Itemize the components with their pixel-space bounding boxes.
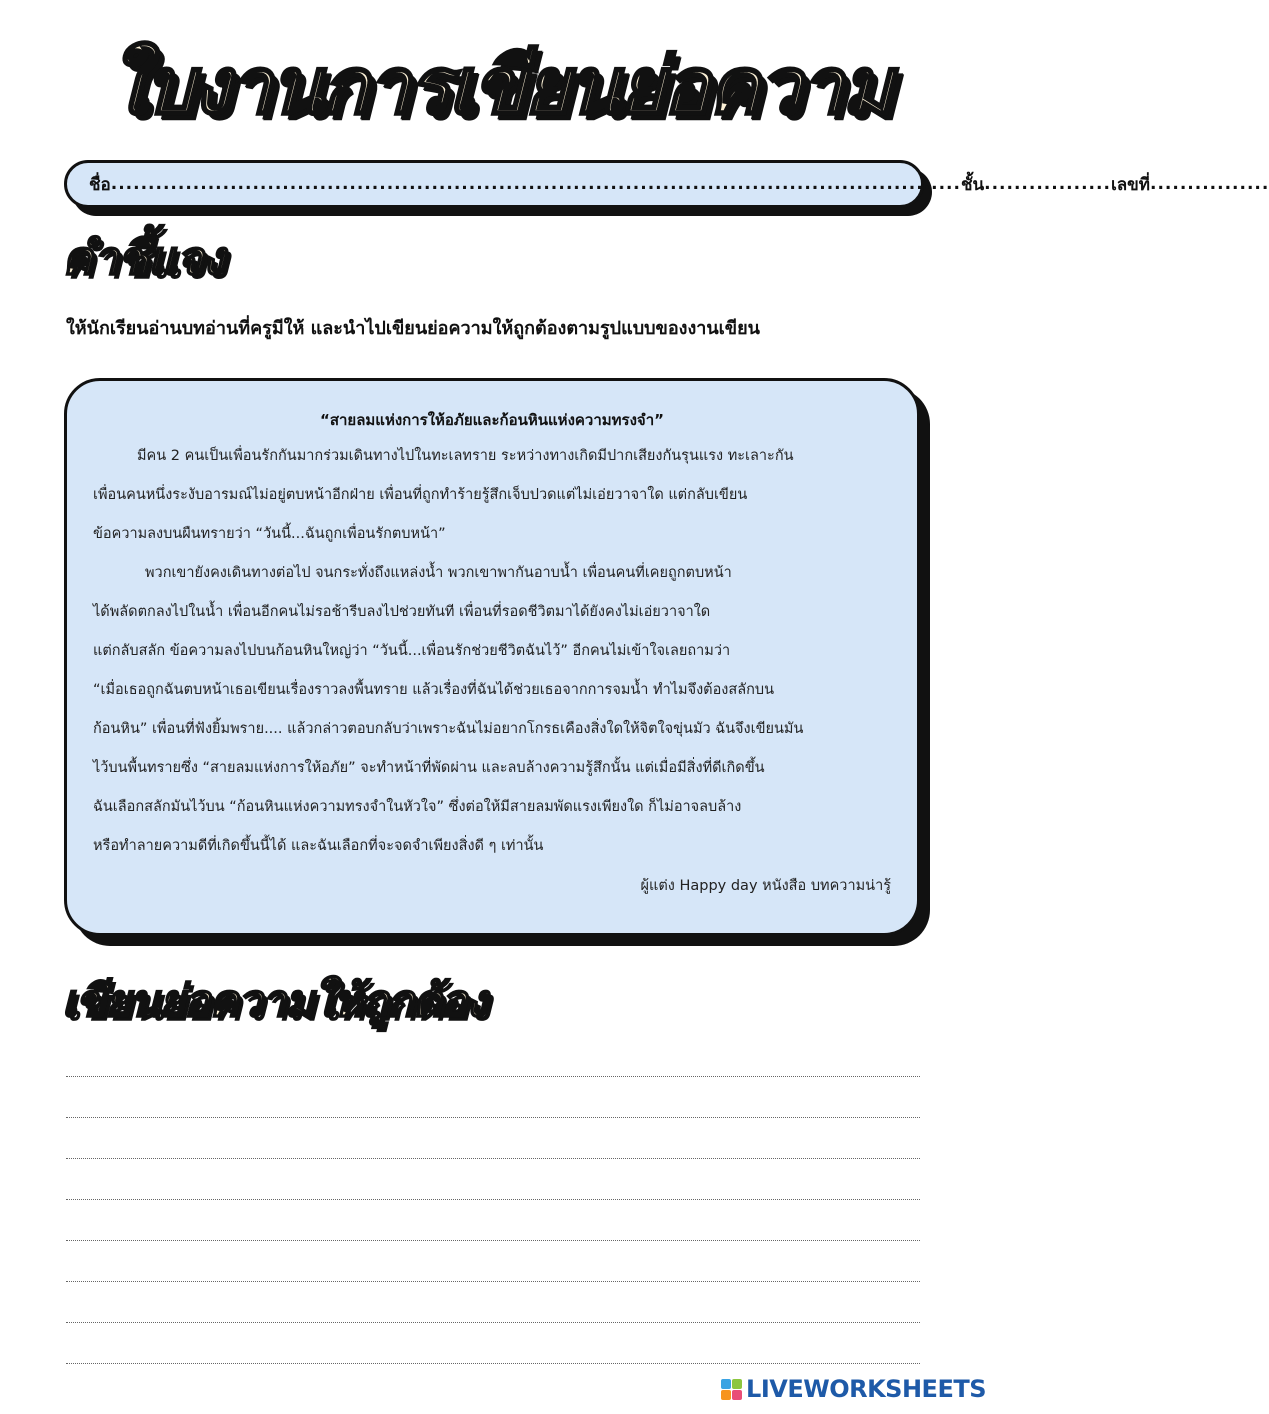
brand-name: LIVEWORKSHEETS [746, 1375, 986, 1403]
name-field[interactable]: .................................................................................................................. [110, 174, 961, 194]
liveworksheets-brand [721, 1374, 986, 1404]
passage-line: เพื่อนคนหนึ่งระงับอารมณ์ไม่อยู่ตบหน้าอีกฝ่าย เพื่อนที่ถูกทำร้ายรู้สึกเจ็บปวดแต่ไม่เอ่ยวาจาใด แต่กลับเขียน [93, 487, 748, 503]
writing-line[interactable] [66, 1240, 920, 1241]
number-label: เลขที่ [1110, 174, 1150, 195]
passage-title: “สายลมแห่งการให้อภัยและก้อนหินแห่งความทรงจำ” [319, 411, 665, 429]
writing-line[interactable] [66, 1076, 920, 1077]
writing-line[interactable] [66, 1199, 920, 1200]
writing-line[interactable] [66, 1281, 920, 1282]
writing-area[interactable] [66, 1076, 920, 1404]
passage-line: หรือทำลายความดีที่เกิดขึ้นนี้ได้ และฉันเลือกที่จะจดจำเพียงสิ่งดี ๆ เท่านั้น [93, 838, 544, 854]
logo-square [732, 1390, 742, 1400]
passage-line: ไว้บนพื้นทรายซึ่ง “สายลมแห่งการให้อภัย” จะทำหน้าที่พัดผ่าน และลบล้างความรู้สึกนั้น แต่เมื่อมีสิ่งที่ดีเกิดขึ้น [93, 760, 765, 776]
student-info-bar [64, 160, 1269, 208]
name-label: ชื่อ [89, 174, 111, 195]
logo-square [721, 1379, 731, 1389]
writing-line[interactable] [66, 1322, 920, 1323]
logo-square [721, 1390, 731, 1400]
writing-heading: เขียนย่อความให้ถูกต้อง [62, 976, 487, 1027]
passage-line: มีคน 2 คนเป็นเพื่อนรักกันมากร่วมเดินทางไปในทะเลทราย ระหว่างทางเกิดมีปากเสียงกันรุนแรง ทะเลาะกัน [137, 448, 794, 464]
passage-line: ก้อนหิน” เพื่อนที่ฟังยิ้มพราย.... แล้วกล่าวตอบกลับว่าเพราะฉันไม่อยากโกรธเคืองสิ่งใดให้จิตใจขุ่นมัว ฉันจึงเขียนมัน [93, 721, 804, 737]
writing-line[interactable] [66, 1117, 920, 1118]
passage-line: “เมื่อเธอถูกฉันตบหน้าเธอเขียนเรื่องราวลงพื้นทราย แล้วเรื่องที่ฉันได้ช่วยเธอจากการจมน้ำ ทำไมจึงต้องสลักบน [93, 682, 775, 698]
instructions-heading: คำชี้แจง [62, 231, 224, 285]
passage-line: พวกเขายังคงเดินทางต่อไป จนกระทั่งถึงแหล่งน้ำ พวกเขาพากันอาบน้ำ เพื่อนคนที่เคยถูกตบหน้า [145, 565, 732, 581]
instructions-text: ให้นักเรียนอ่านบทอ่านที่ครูมีให้ และนำไปเขียนย่อความให้ถูกต้องตามรูปแบบของงานเขียน [66, 318, 760, 339]
writing-line[interactable] [66, 1363, 920, 1364]
writing-line[interactable] [66, 1158, 920, 1159]
passage-line: แต่กลับสลัก ข้อความลงไปบนก้อนหินใหญ่ว่า “วันนี้...เพื่อนรักช่วยชีวิตฉันไว้” อีกคนไม่เข้าใจเลยถามว่า [93, 643, 731, 659]
passage-line: ข้อความลงบนผืนทรายว่า “วันนี้...ฉันถูกเพื่อนรักตบหน้า” [93, 526, 446, 542]
number-field[interactable]: ................ [1150, 174, 1269, 194]
passage-line: ฉันเลือกสลักมันไว้บน “ก้อนหินแห่งความทรงจำในหัวใจ” ซึ่งต่อให้มีสายลมพัดแรงเพียงใด ก็ไม่อาจลบล้าง [93, 799, 742, 815]
worksheet-title: ใบงานการเขียนย่อความ [108, 42, 892, 132]
class-label: ชั้น [960, 174, 985, 195]
logo-square [732, 1379, 742, 1389]
liveworksheets-logo-icon [721, 1379, 742, 1400]
reading-passage [64, 378, 920, 936]
class-field[interactable]: ................. [984, 174, 1111, 194]
passage-author: ผู้แต่ง Happy day หนังสือ บทความน่ารู้ [640, 878, 891, 894]
passage-line: ได้พลัดตกลงไปในน้ำ เพื่อนอีกคนไม่รอช้ารีบลงไปช่วยทันที เพื่อนที่รอดชีวิตมาได้ยังคงไม่เอ่ยวาจาใด [93, 604, 711, 620]
